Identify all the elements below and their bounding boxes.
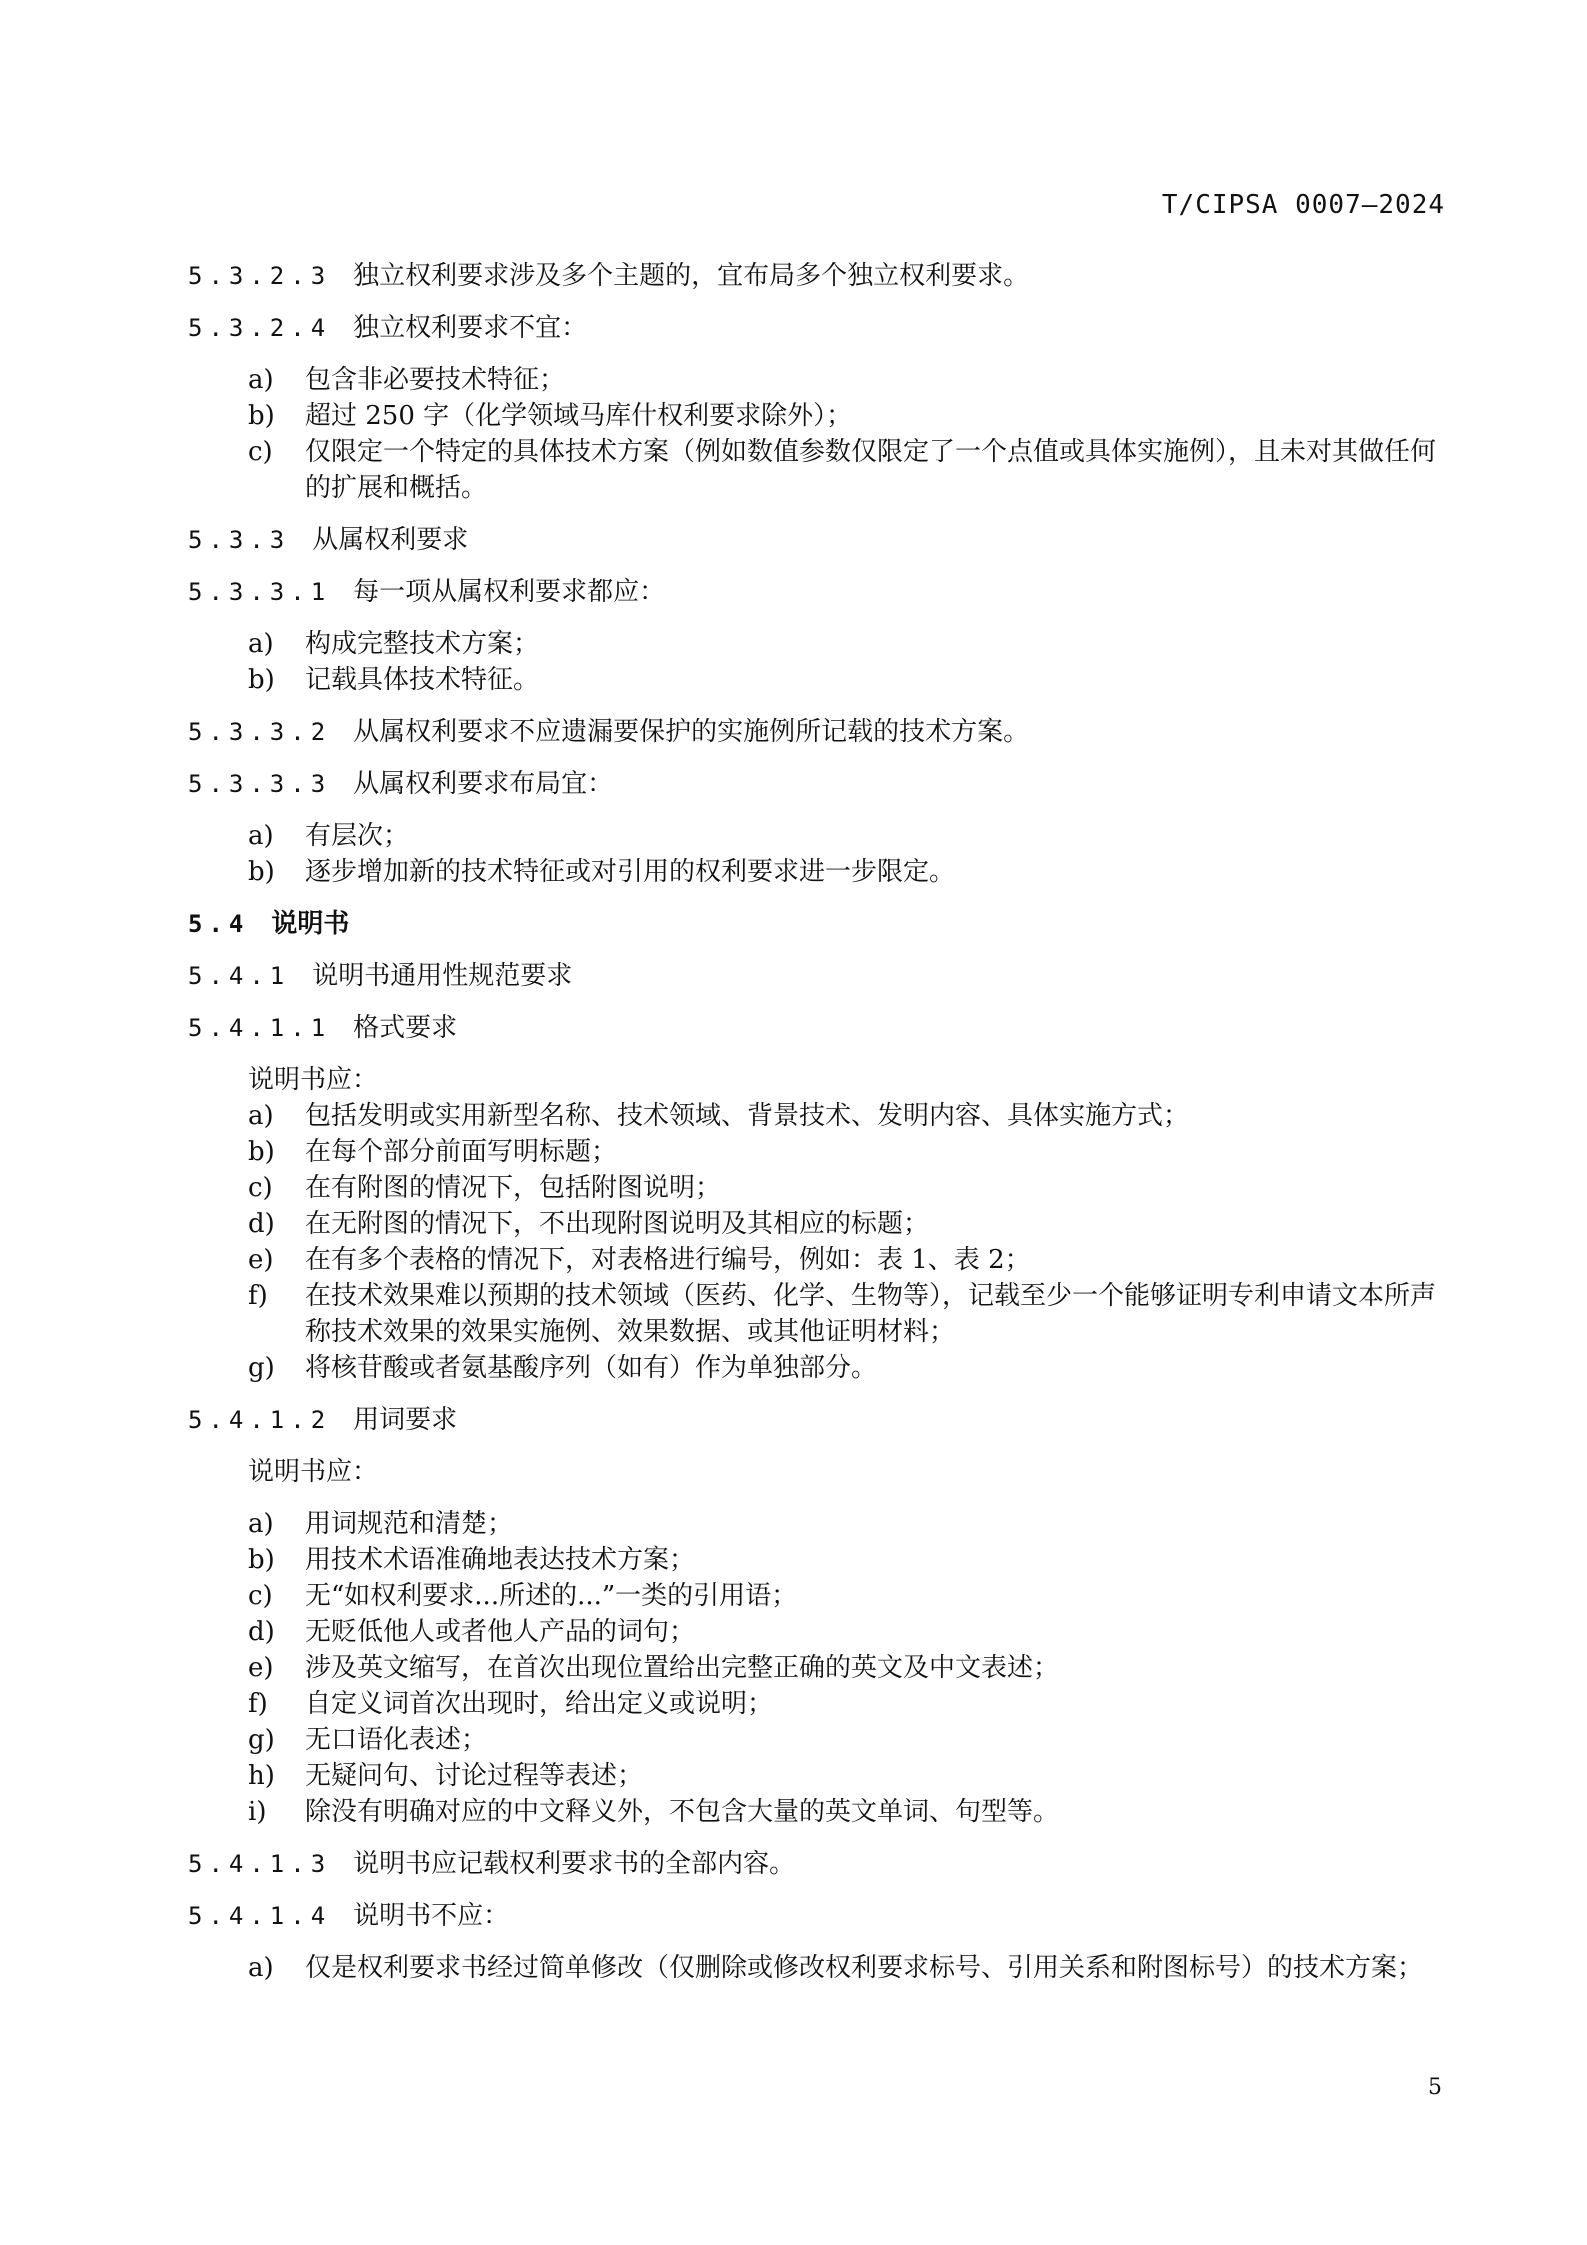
list-text: 无口语化表述； — [305, 1725, 488, 1755]
clause-number: 5.3.3 — [188, 526, 291, 554]
list-item — [248, 362, 1443, 398]
list-item — [248, 626, 1443, 662]
clause-number: 5.3.2.3 — [188, 262, 332, 290]
list-marker: f) — [248, 1689, 268, 1719]
clause-5-4-1-2 — [188, 1402, 457, 1438]
clause-text: 格式要求 — [353, 1013, 458, 1043]
list-text: 除没有明确对应的中文释义外，不包含大量的英文单词、句型等。 — [305, 1797, 1060, 1827]
list-text: 涉及英文缩写，在首次出现位置给出完整正确的英文及中文表述； — [305, 1653, 1060, 1683]
clause-number: 5.4.1.3 — [188, 1850, 332, 1878]
clause-number: 5.3.3.1 — [188, 578, 332, 606]
list-marker: b) — [248, 857, 275, 887]
list-item — [248, 1950, 1443, 1986]
list-marker: g) — [248, 1353, 275, 1383]
list-marker: b) — [248, 1545, 275, 1575]
list-marker: c) — [248, 1173, 273, 1203]
list-item — [248, 1650, 1443, 1686]
list-item — [248, 1722, 1443, 1758]
list-text: 记载具体技术特征。 — [305, 665, 540, 695]
clause-text: 说明书应记载权利要求书的全部内容。 — [353, 1849, 796, 1879]
list-marker: i) — [248, 1797, 267, 1827]
list-item — [248, 1242, 1443, 1278]
list-marker: a) — [248, 1101, 274, 1131]
list-marker: c) — [248, 437, 273, 467]
list-text: 用技术术语准确地表达技术方案； — [305, 1545, 696, 1575]
list-marker: a) — [248, 629, 274, 659]
list-text: 构成完整技术方案； — [305, 629, 540, 659]
clause-5-4-1-1 — [188, 1010, 457, 1046]
list-item — [248, 1506, 1443, 1542]
list-item — [248, 1686, 1443, 1722]
lead-text: 说明书应： — [248, 1457, 379, 1487]
clause-text: 独立权利要求涉及多个主题的，宜布局多个独立权利要求。 — [353, 261, 1030, 291]
list-marker: d) — [248, 1617, 275, 1647]
list-marker: d) — [248, 1209, 275, 1239]
list-text: 在每个部分前面写明标题； — [305, 1137, 618, 1167]
list-text: 无贬低他人或者他人产品的词句； — [305, 1617, 696, 1647]
section-title: 说明书 — [271, 909, 350, 939]
clause-text: 从属权利要求不应遗漏要保护的实施例所记载的技术方案。 — [353, 717, 1030, 747]
list-item — [248, 1098, 1443, 1134]
clause-5-3-3-2 — [188, 714, 1029, 750]
clause-text: 说明书不应： — [353, 1901, 510, 1931]
list-item — [248, 854, 1443, 890]
list-text: 无疑问句、讨论过程等表述； — [305, 1761, 644, 1791]
clause-number: 5.4 — [188, 910, 250, 938]
clause-number: 5.4.1 — [188, 962, 291, 990]
list-text: 仅是权利要求书经过简单修改（仅删除或修改权利要求标号、引用关系和附图标号）的技术方案； — [305, 1953, 1424, 1983]
clause-number: 5.4.1.1 — [188, 1014, 332, 1042]
clause-5-4-1-4 — [188, 1898, 509, 1934]
list-text: 在技术效果难以预期的技术领域（医药、化学、生物等），记载至少一个能够证明专利申请文本所声称技术效果的效果实施例、效果数据、或其他证明材料； — [305, 1281, 1437, 1347]
clause-text: 从属权利要求布局宜： — [353, 769, 614, 799]
list-item — [248, 1206, 1443, 1242]
list-marker: b) — [248, 401, 275, 431]
list-item — [248, 1578, 1443, 1614]
list-text: 有层次； — [305, 821, 410, 851]
list-marker: a) — [248, 1953, 274, 1983]
list-text: 用词规范和清楚； — [305, 1509, 514, 1539]
list-marker: e) — [248, 1245, 274, 1275]
list-item — [248, 1134, 1443, 1170]
clause-5-3-3-1 — [188, 574, 665, 610]
clause-text: 每一项从属权利要求都应： — [353, 577, 666, 607]
clause-number: 5.3.3.2 — [188, 718, 332, 746]
clause-5-3-2-4 — [188, 310, 587, 346]
list-item — [248, 434, 1443, 506]
clause-5-4-1 — [188, 958, 572, 994]
section-5-4 — [188, 906, 349, 942]
list-marker: a) — [248, 1509, 274, 1539]
list-item — [248, 1794, 1443, 1830]
list-text: 逐步增加新的技术特征或对引用的权利要求进一步限定。 — [305, 857, 956, 887]
list-marker: b) — [248, 1137, 275, 1167]
clause-text: 用词要求 — [353, 1405, 458, 1435]
clause-number: 5.4.1.4 — [188, 1902, 332, 1930]
list-text: 在无附图的情况下，不出现附图说明及其相应的标题； — [305, 1209, 930, 1239]
list-marker: a) — [248, 365, 274, 395]
list-marker: c) — [248, 1581, 273, 1611]
document-code: T/CIPSA 0007—2024 — [1161, 190, 1445, 220]
list-marker: a) — [248, 821, 274, 851]
list-item — [248, 1170, 1443, 1206]
clause-number: 5.4.1.2 — [188, 1406, 332, 1434]
list-item — [248, 1758, 1443, 1794]
list-text: 将核苷酸或者氨基酸序列（如有）作为单独部分。 — [305, 1353, 878, 1383]
list-text: 在有附图的情况下，包括附图说明； — [305, 1173, 722, 1203]
list-item — [248, 1542, 1443, 1578]
clause-text: 独立权利要求不宜： — [353, 313, 588, 343]
list-text: 在有多个表格的情况下，对表格进行编号，例如：表 1、表 2； — [305, 1245, 1031, 1275]
list-text: 超过 250 字（化学领域马库什权利要求除外）； — [305, 401, 853, 431]
clause-text: 说明书通用性规范要求 — [312, 961, 573, 991]
list-marker: h) — [248, 1761, 275, 1791]
lead-text: 说明书应： — [248, 1065, 379, 1095]
page-number: 5 — [1428, 2075, 1442, 2100]
list-text: 包含非必要技术特征； — [305, 365, 566, 395]
clause-text: 从属权利要求 — [312, 525, 469, 555]
list-item — [248, 1614, 1443, 1650]
list-text: 无“如权利要求...所述的...”一类的引用语； — [305, 1581, 798, 1611]
list-item — [248, 1278, 1443, 1350]
clause-5-4-1-3 — [188, 1846, 795, 1882]
list-marker: b) — [248, 665, 275, 695]
list-item — [248, 662, 1443, 698]
clause-number: 5.3.3.3 — [188, 770, 332, 798]
list-text: 包括发明或实用新型名称、技术领域、背景技术、发明内容、具体实施方式； — [305, 1101, 1190, 1131]
clause-5-3-3-3 — [188, 766, 613, 802]
list-marker: e) — [248, 1653, 274, 1683]
list-marker: g) — [248, 1725, 275, 1755]
list-item — [248, 1350, 1443, 1386]
list-item — [248, 818, 1443, 854]
clause-5-3-2-3 — [188, 258, 1029, 294]
list-text: 仅限定一个特定的具体技术方案（例如数值参数仅限定了一个点值或具体实施例），且未对其做任何的扩展和概括。 — [305, 437, 1437, 503]
clause-5-3-3 — [188, 522, 468, 558]
clause-number: 5.3.2.4 — [188, 314, 332, 342]
list-marker: f) — [248, 1281, 268, 1311]
list-item — [248, 398, 1443, 434]
list-text: 自定义词首次出现时，给出定义或说明； — [305, 1689, 774, 1719]
